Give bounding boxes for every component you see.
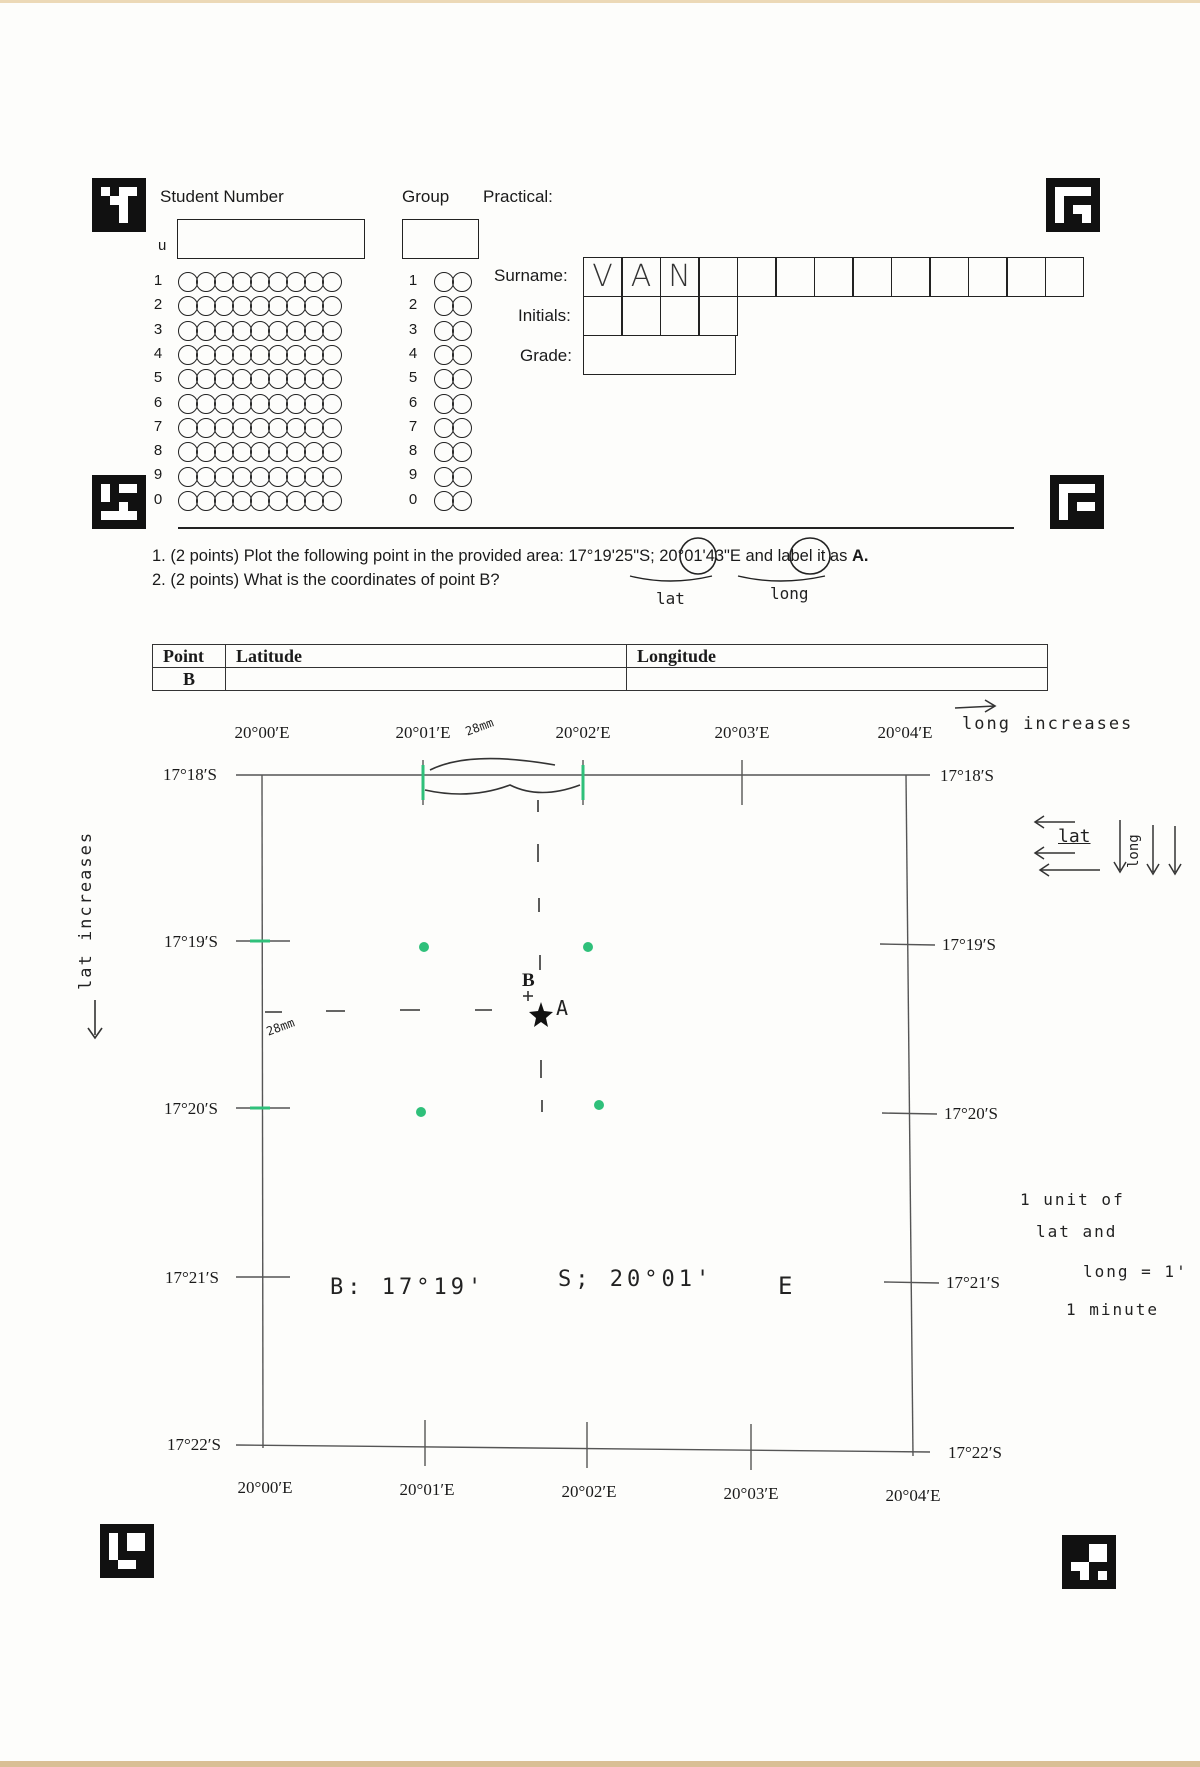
question-1-text: 1. (2 points) Plot the following point in the provided area: 17°19'25"S; 20°01'43"E and label it as: [152, 547, 848, 565]
tick-right-1: [880, 944, 935, 945]
latitude-tick-label: 17°18′S: [940, 766, 994, 785]
handwriting-mm-top: 28mm: [463, 715, 496, 739]
group-row-number: 2: [408, 296, 418, 314]
student-number-row-number: 1: [153, 272, 163, 289]
group-row-number: 8: [408, 442, 418, 460]
grade-label: Grade:: [520, 346, 572, 365]
u-prefix: u: [158, 237, 167, 254]
table-cell-point: B: [153, 668, 226, 691]
longitude-tick-label: 20°03′E: [714, 723, 770, 742]
handwriting-note-2: lat and: [1036, 1222, 1118, 1241]
longitude-tick-label: 20°04′E: [885, 1486, 941, 1505]
direction-key-arrows: [1035, 816, 1181, 876]
initials-label: Initials:: [518, 306, 571, 325]
handwriting-note-1: 1 unit of: [1020, 1190, 1125, 1209]
handwriting-mm-left: 28mm: [264, 1015, 297, 1039]
group-row-number: 5: [408, 369, 418, 387]
frame-bottom-line: [236, 1445, 930, 1452]
surname-letter-cell[interactable]: A: [622, 257, 661, 297]
latitude-tick-label: 17°19′S: [164, 932, 218, 951]
longitude-tick-label: 20°01′E: [399, 1480, 455, 1499]
latitude-tick-label: 17°20′S: [944, 1104, 998, 1123]
student-number-row-number: 9: [153, 466, 163, 484]
longitude-tick-label: 20°00′E: [234, 723, 290, 742]
point-a-label: A: [556, 996, 569, 1020]
group-row-number: 7: [408, 417, 418, 435]
handwriting-answer-e: E: [778, 1272, 793, 1300]
pencil-construction-lines: [265, 759, 580, 1112]
handwriting-answer-b: B: 17°19': [330, 1275, 486, 1300]
group-row-number: 9: [408, 466, 418, 484]
handwriting-answer-mid: S; 20°01': [558, 1267, 714, 1292]
handwriting-lat-side: lat: [1058, 826, 1091, 847]
frame-right-line: [906, 775, 913, 1456]
frame-left-line: [262, 775, 263, 1448]
point-b-label: B: [522, 970, 535, 991]
question-1-label: A.: [851, 547, 869, 565]
student-number-row-number: 3: [153, 320, 163, 338]
surname-label: Surname:: [494, 266, 568, 285]
longitude-tick-label: 20°01′E: [395, 723, 451, 742]
group-row-number: 1: [408, 272, 418, 289]
point-a-marker: [529, 1002, 553, 1027]
group-label: Group: [402, 187, 450, 206]
handwriting-note-3: long = 1': [1083, 1262, 1188, 1281]
latitude-tick-label: 17°22′S: [167, 1435, 221, 1454]
longitude-tick-label: 20°00′E: [237, 1478, 293, 1497]
tick-right-3: [884, 1282, 939, 1283]
handwriting-note-4: 1 minute: [1066, 1300, 1160, 1319]
long-increases-arrow: [955, 700, 995, 712]
student-number-row-number: 6: [153, 393, 163, 411]
latitude-tick-label: 17°18′S: [163, 765, 217, 784]
latitude-tick-label: 17°21′S: [165, 1268, 219, 1287]
surname-letter-cell[interactable]: N: [660, 257, 699, 297]
question-2: 2. (2 points) What is the coordinates of point B?: [152, 571, 500, 589]
handwriting-long-increases: long increases: [962, 714, 1134, 734]
student-number-label: Student Number: [160, 187, 284, 206]
table-header-longitude: Longitude: [627, 645, 1048, 668]
table-header-point: Point: [153, 645, 226, 668]
green-highlight-marks: [250, 765, 603, 1116]
surname-letter-cell[interactable]: V: [583, 257, 622, 297]
handwriting-long-under: long: [770, 584, 809, 603]
student-number-row-number: 0: [153, 490, 163, 508]
student-number-row-number: 8: [153, 442, 163, 460]
handwriting-long-side: long: [1126, 834, 1142, 868]
longitude-tick-label: 20°02′E: [561, 1482, 617, 1501]
longitude-tick-label: 20°04′E: [877, 723, 933, 742]
bottom-edge: [0, 1761, 1200, 1767]
lat-increases-arrow: [88, 1000, 102, 1038]
group-row-number: 0: [408, 490, 418, 508]
group-row-number: 4: [408, 344, 418, 362]
student-number-row-number: 2: [153, 296, 163, 314]
longitude-tick-label: 20°03′E: [723, 1484, 779, 1503]
tick-right-2: [882, 1113, 937, 1114]
latitude-tick-label: 17°19′S: [942, 935, 996, 954]
handwriting-lat-increases: lat increases: [76, 830, 96, 990]
latitude-tick-label: 17°21′S: [946, 1273, 1000, 1292]
student-number-row-number: 5: [153, 369, 163, 387]
group-row-number: 6: [408, 393, 418, 411]
handwriting-lat-under: lat: [656, 589, 685, 608]
table-header-latitude: Latitude: [226, 645, 627, 668]
longitude-tick-label: 20°02′E: [555, 723, 611, 742]
practical-label: Practical:: [483, 187, 553, 206]
group-row-number: 3: [408, 320, 418, 338]
latitude-tick-label: 17°20′S: [164, 1099, 218, 1118]
student-number-row-number: 4: [153, 344, 163, 362]
student-number-row-number: 7: [153, 417, 163, 435]
latitude-tick-label: 17°22′S: [948, 1443, 1002, 1462]
